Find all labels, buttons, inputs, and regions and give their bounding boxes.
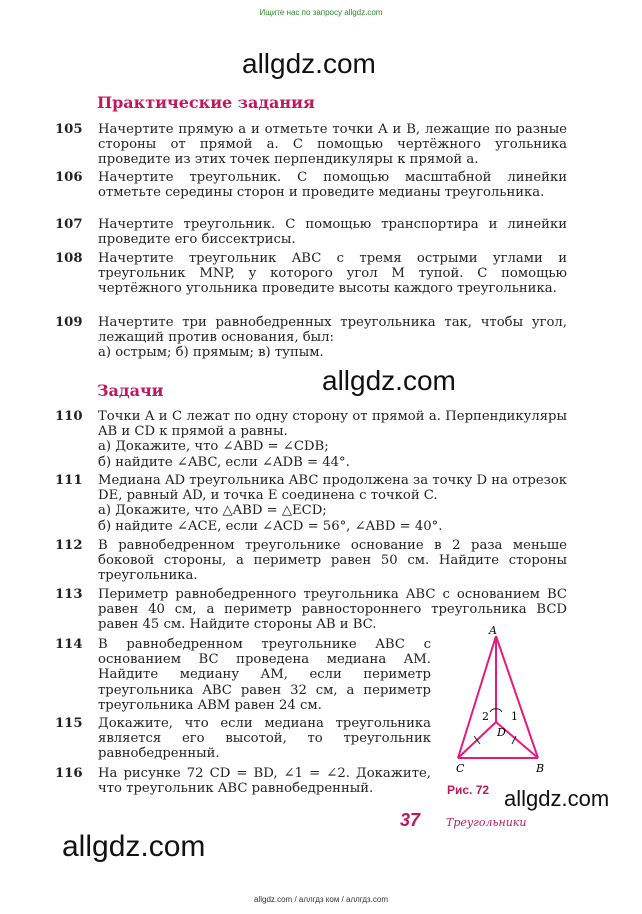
problem-number: 114 (55, 637, 83, 652)
angle-label-1: 1 (511, 710, 518, 723)
problem-part-b: б) найдите ∠ABC, если ∠ADB = 44°. (98, 454, 350, 470)
figure-caption: Рис. 72 (447, 783, 490, 797)
problem-111 (55, 473, 567, 534)
problem-114 (55, 637, 431, 713)
problem-text: В равнобедренном треугольнике ABC с основанием BC проведена медиана AM. Найдите медиану AM, если периметр треугольника ABC равен 32 см, а периметр треугольника ABM равен 24 см. (98, 637, 431, 713)
problem-text: На рисунке 72 CD = BD, ∠1 = ∠2. Докажите, что треугольник ABC равнобедренный. (98, 766, 431, 797)
problem-part-a: а) Докажите, что △ABD = △ECD; (98, 503, 327, 519)
exercise-text: Начертите прямую a и отметьте точки A и B, лежащие по разные стороны от прямой a. С помощью чертёжного угольника проведите из этих точек перпендикуляры к прямой a. (98, 122, 567, 168)
problem-number: 113 (55, 587, 83, 602)
triangle-lines (458, 636, 538, 758)
problem-part-b: б) найдите ∠ACE, если ∠ACD = 56°, ∠ABD = 40°. (98, 518, 443, 534)
section-heading-practical: Практические задания (97, 93, 315, 112)
exercise-number: 105 (55, 122, 83, 137)
exercise-106 (55, 170, 567, 200)
exercise-105 (55, 122, 567, 168)
problem-part-a: а) Докажите, что ∠ABD = ∠CDB; (98, 439, 329, 455)
exercise-text: Начертите треугольник. С помощью масштабной линейки отметьте середины сторон и проведите медианы треугольника. (98, 170, 567, 201)
watermark: allgdz.com (242, 48, 376, 79)
vertex-label-a: A (489, 624, 497, 637)
figure-72-triangle (450, 622, 560, 782)
exercise-options: а) острым; б) прямым; в) тупым. (98, 345, 324, 361)
watermark: allgdz.com (322, 365, 456, 396)
exercise-number: 106 (55, 170, 83, 185)
vertex-label-c: C (456, 762, 465, 775)
problem-116 (55, 766, 431, 796)
problem-number: 111 (55, 473, 83, 488)
exercise-number: 107 (55, 217, 83, 232)
watermark: allgdz.com (504, 786, 610, 811)
exercise-107 (55, 217, 567, 247)
bottom-watermark-links[interactable]: allgdz.com / аллгдз ком / аллгдз.com (253, 895, 389, 904)
exercise-text: Начертите треугольник. С помощью транспортира и линейки проведите его биссектрисы. (98, 217, 567, 248)
top-watermark-link[interactable]: Ищите нас по запросу allgdz.com (259, 8, 383, 17)
problem-number: 115 (55, 716, 83, 731)
exercise-number: 108 (55, 251, 83, 266)
point-label-d: D (497, 726, 506, 739)
vertex-label-b: B (536, 762, 545, 775)
exercise-text: Начертите треугольник ABC с тремя острыми углами и треугольник MNP, у которого угол M тупой. С помощью чертёжного угольника проведите высоты каждого треугольника. (98, 251, 567, 297)
running-head: Треугольники (446, 816, 527, 829)
problem-text: Докажите, что если медиана треугольника является его высотой, то треугольник равнобедренный. (98, 716, 431, 762)
problem-text: Точки A и C лежат по одну сторону от прямой a. Перпендикуляры AB и CD к прямой a равны. (98, 409, 567, 440)
problem-110 (55, 409, 567, 470)
page-number: 37 (400, 810, 421, 830)
problem-number: 116 (55, 766, 83, 781)
exercise-text: Начертите три равнобедренных треугольника так, чтобы угол, лежащий против основания, был: (98, 315, 567, 346)
angle-label-2: 2 (482, 710, 489, 723)
problem-number: 112 (55, 538, 83, 553)
problem-text: Периметр равнобедренного треугольника ABC с основанием BC равен 40 см, а периметр равностороннего треугольника BCD равен 45 см. Найдите стороны AB и BC. (98, 587, 567, 633)
problem-text: В равнобедренном треугольнике основание в 2 раза меньше боковой стороны, а периметр равен 50 см. Найдите стороны треугольника. (98, 538, 567, 584)
problem-115 (55, 716, 431, 762)
section-heading-problems: Задачи (97, 381, 164, 400)
exercise-number: 109 (55, 315, 83, 330)
watermark: allgdz.com (62, 830, 206, 863)
exercise-109 (55, 315, 567, 361)
problem-text: Медиана AD треугольника ABC продолжена за точку D на отрезок DE, равный AD, и точка E соединена с точкой C. (98, 473, 567, 504)
problem-number: 110 (55, 409, 83, 424)
problem-112 (55, 538, 567, 584)
exercise-108 (55, 251, 567, 297)
